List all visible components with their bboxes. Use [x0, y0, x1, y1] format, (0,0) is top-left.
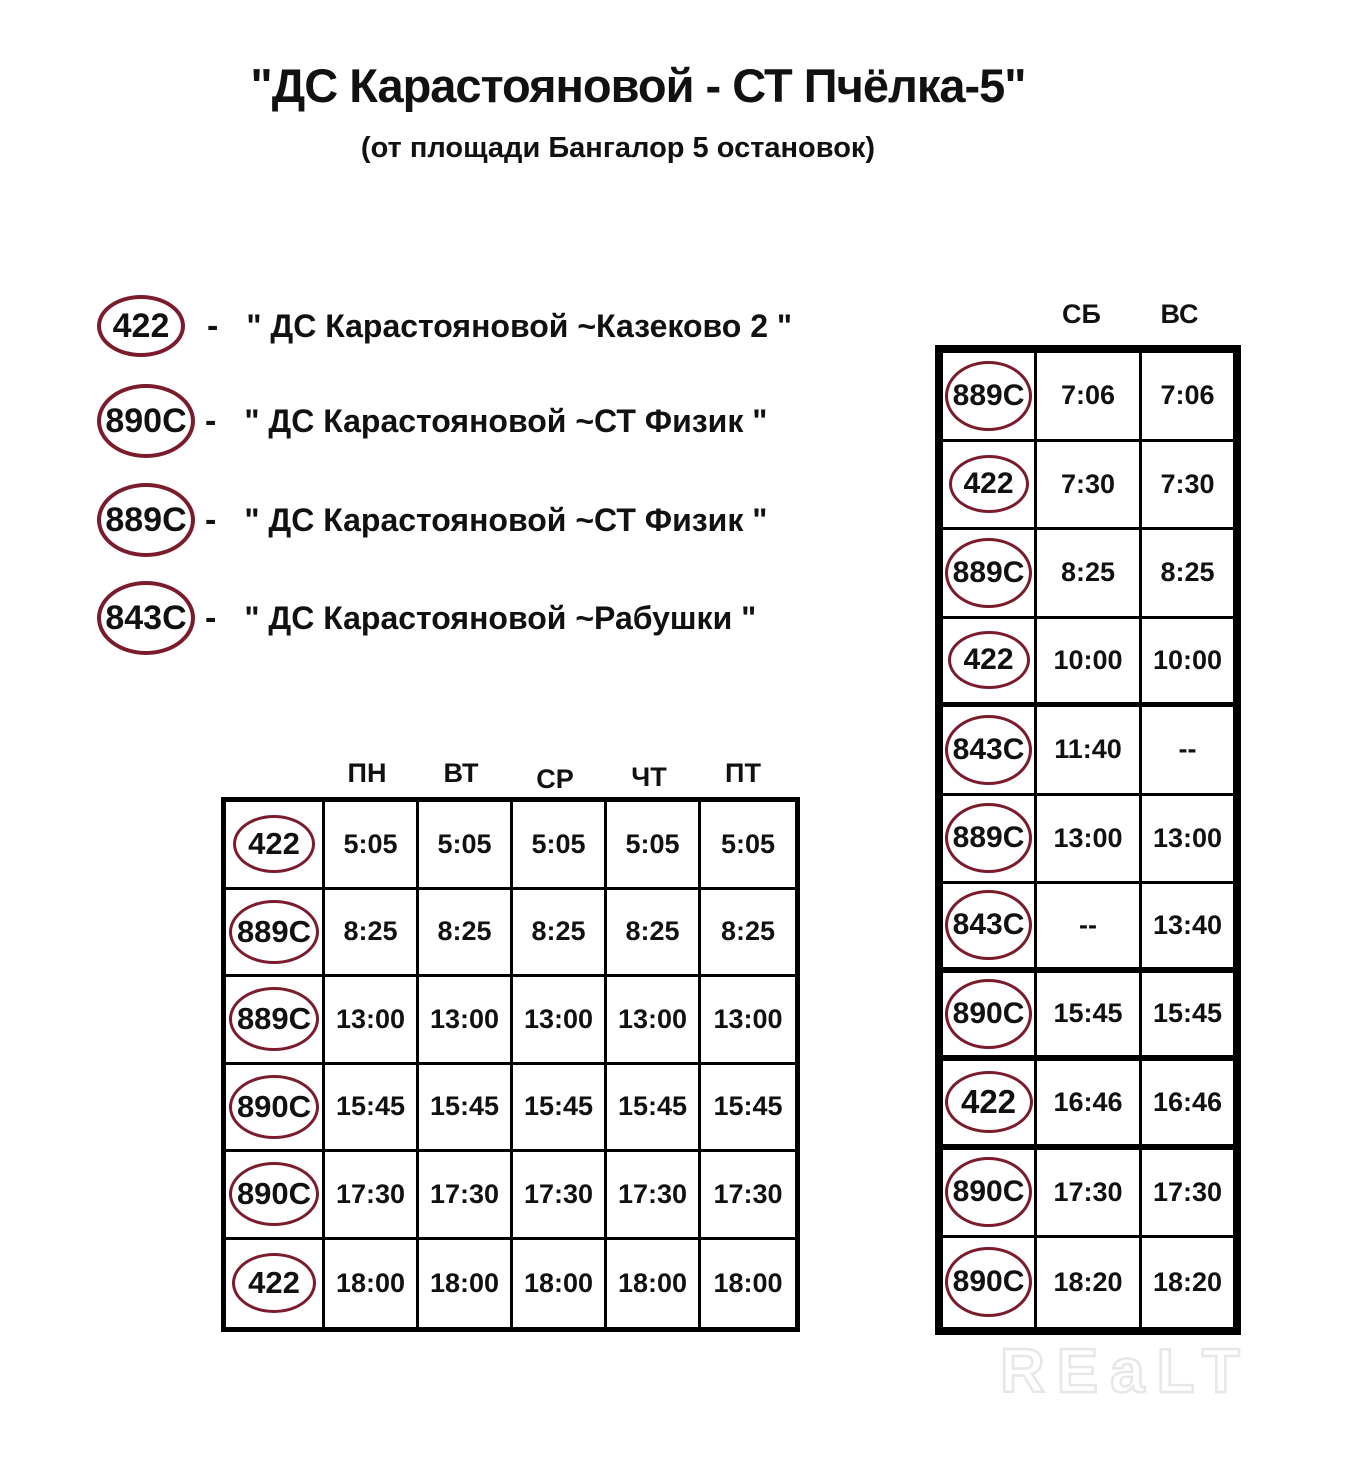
route-description: " ДС Карастояновой ~СТ Физик " [244, 501, 768, 538]
time-cell: 17:30 [325, 1152, 419, 1240]
time-cell: 7:30 [1142, 442, 1233, 531]
route-number: 843С [105, 598, 187, 637]
time-cell: 17:30 [419, 1152, 513, 1240]
time-cell: 17:30 [1142, 1150, 1233, 1239]
route-badge-oval [945, 538, 1032, 608]
time-cell: 18:00 [325, 1240, 419, 1328]
route-number: 890С [952, 1265, 1025, 1299]
time-cell: 8:25 [325, 890, 419, 978]
legend-separator: - [205, 598, 217, 637]
time-cell: 18:00 [713, 1267, 783, 1298]
weekday-header-row [221, 758, 800, 797]
time-cell: 13:00 [513, 977, 607, 1065]
route-cell [226, 977, 325, 1065]
route-cell [943, 1061, 1037, 1150]
route-badge-oval [97, 581, 195, 655]
time-cell: 13:00 [325, 977, 419, 1065]
day-header-sun: ВС [1160, 299, 1199, 329]
legend-item-889s [97, 480, 767, 560]
route-cell [943, 1150, 1037, 1239]
route-number: 890С [236, 1088, 312, 1124]
time-cell: 8:25 [1037, 530, 1142, 619]
route-cell [943, 619, 1037, 708]
day-header-tue: ВТ [443, 758, 479, 788]
time-cell: 13:00 [1142, 796, 1233, 885]
route-cell [226, 890, 325, 978]
time-cell: 18:00 [513, 1240, 607, 1328]
route-number: 422 [248, 826, 300, 862]
route-badge-oval [945, 1247, 1032, 1317]
time-cell: 8:25 [701, 890, 795, 978]
time-cell: 13:40 [1142, 884, 1233, 973]
time-cell: 13:00 [701, 977, 795, 1065]
route-badge-oval [229, 987, 319, 1051]
route-number: 843С [952, 908, 1025, 942]
time-cell: 18:00 [607, 1240, 701, 1328]
legend-item-422 [97, 286, 792, 366]
weekend-schedule [935, 299, 1241, 1335]
route-cell [943, 530, 1037, 619]
route-badge-oval [945, 890, 1032, 960]
time-cell: 5:05 [325, 802, 419, 890]
time-cell: 15:45 [513, 1065, 607, 1153]
route-number: 890С [952, 1175, 1025, 1209]
route-cell [226, 1065, 325, 1153]
time-cell: 18:20 [1152, 1266, 1223, 1297]
time-cell: -- [1142, 707, 1233, 796]
route-number: 889С [952, 555, 1025, 589]
route-badge-oval [945, 715, 1032, 785]
route-cell [943, 707, 1037, 796]
legend-separator: - [207, 306, 219, 345]
route-cell [226, 1240, 325, 1328]
route-badge-oval [229, 1075, 319, 1139]
time-cell: 18:00 [419, 1240, 513, 1328]
day-header-thu: ЧТ [631, 762, 667, 792]
time-cell: 10:00 [1037, 619, 1142, 708]
route-number: 422 [112, 306, 170, 345]
route-cell [943, 973, 1037, 1062]
weekday-table [221, 797, 800, 1332]
time-cell: 18:20 [1037, 1238, 1142, 1327]
time-cell: -- [1037, 884, 1142, 973]
time-cell: 11:40 [1037, 707, 1142, 796]
route-number: 422 [960, 1083, 1017, 1121]
route-number: 422 [963, 643, 1014, 677]
day-header-wed: СР [536, 764, 574, 794]
route-number: 422 [963, 467, 1014, 501]
route-cell [943, 442, 1037, 531]
weekend-header-row [935, 299, 1241, 345]
route-number: 843С [952, 732, 1025, 766]
time-cell: 15:45 [419, 1065, 513, 1153]
time-cell: 16:46 [1142, 1061, 1233, 1150]
route-number: 889С [236, 913, 312, 949]
weekend-table [935, 345, 1241, 1335]
time-cell: 17:30 [701, 1152, 795, 1240]
time-cell: 5:05 [701, 802, 795, 890]
legend-separator: - [205, 401, 217, 440]
time-cell: 13:00 [607, 977, 701, 1065]
time-cell: 15:45 [1037, 973, 1142, 1062]
route-badge-oval [232, 1253, 316, 1313]
legend-item-890s [97, 381, 767, 461]
time-cell: 8:25 [513, 890, 607, 978]
route-badge-oval [233, 815, 315, 873]
route-badge-oval [229, 1162, 319, 1226]
route-badge-oval [948, 631, 1030, 689]
time-cell: 7:06 [1037, 353, 1142, 442]
time-cell: 13:00 [419, 977, 513, 1065]
time-cell: 15:45 [701, 1065, 795, 1153]
route-cell [226, 802, 325, 890]
day-header-fri: ПТ [725, 758, 761, 788]
route-badge-oval [945, 361, 1032, 431]
time-cell: 8:25 [419, 890, 513, 978]
route-number: 422 [248, 1265, 300, 1301]
route-cell [943, 353, 1037, 442]
time-cell: 8:25 [607, 890, 701, 978]
route-number: 890С [952, 996, 1025, 1030]
legend-item-843s [97, 578, 756, 658]
route-cell [943, 884, 1037, 973]
route-badge-oval [945, 803, 1032, 873]
time-cell: 15:45 [607, 1065, 701, 1153]
route-description: " ДС Карастояновой ~Рабушки " [244, 599, 757, 636]
time-cell: 17:30 [513, 1152, 607, 1240]
route-badge-oval [229, 900, 319, 964]
route-number: 889С [952, 378, 1025, 412]
time-cell: 5:05 [419, 802, 513, 890]
route-description: " ДС Карастояновой ~СТ Физик " [244, 402, 768, 439]
route-badge-oval [945, 1157, 1032, 1227]
route-number: 889С [952, 821, 1025, 855]
route-number: 890С [236, 1176, 312, 1212]
route-number: 889С [105, 500, 187, 539]
time-cell: 7:06 [1142, 353, 1233, 442]
weekday-schedule [221, 758, 800, 1332]
legend-separator: - [205, 500, 217, 539]
route-cell [226, 1152, 325, 1240]
day-header-sat: СБ [1062, 299, 1101, 329]
time-cell: 10:00 [1142, 619, 1233, 708]
page-title: "ДС Карастояновой - СТ Пчёлка-5" [250, 59, 1026, 112]
realt-watermark: REaLT [1000, 1337, 1252, 1406]
route-badge-oval [945, 979, 1032, 1049]
route-badge-oval [949, 455, 1029, 513]
route-cell [943, 1238, 1037, 1327]
route-number: 890С [105, 401, 187, 440]
route-cell [943, 796, 1037, 885]
route-badge-oval [945, 1071, 1033, 1133]
route-number: 889С [236, 1001, 312, 1037]
route-description: " ДС Карастояновой ~Казеково 2 " [246, 307, 793, 344]
route-badge-oval [97, 483, 195, 557]
time-cell: 5:05 [607, 802, 701, 890]
time-cell: 5:05 [513, 802, 607, 890]
time-cell: 7:30 [1037, 442, 1142, 531]
route-badge-oval [97, 384, 195, 458]
route-badge-oval [97, 295, 185, 357]
time-cell: 8:25 [1142, 530, 1233, 619]
time-cell: 13:00 [1037, 796, 1142, 885]
day-header-mon: ПН [347, 758, 387, 788]
time-cell: 17:30 [1037, 1150, 1142, 1239]
page-subtitle: (от площади Бангалор 5 остановок) [360, 132, 876, 164]
time-cell: 16:46 [1037, 1061, 1142, 1150]
time-cell: 15:45 [1142, 973, 1233, 1062]
time-cell: 17:30 [607, 1152, 701, 1240]
time-cell: 15:45 [325, 1065, 419, 1153]
